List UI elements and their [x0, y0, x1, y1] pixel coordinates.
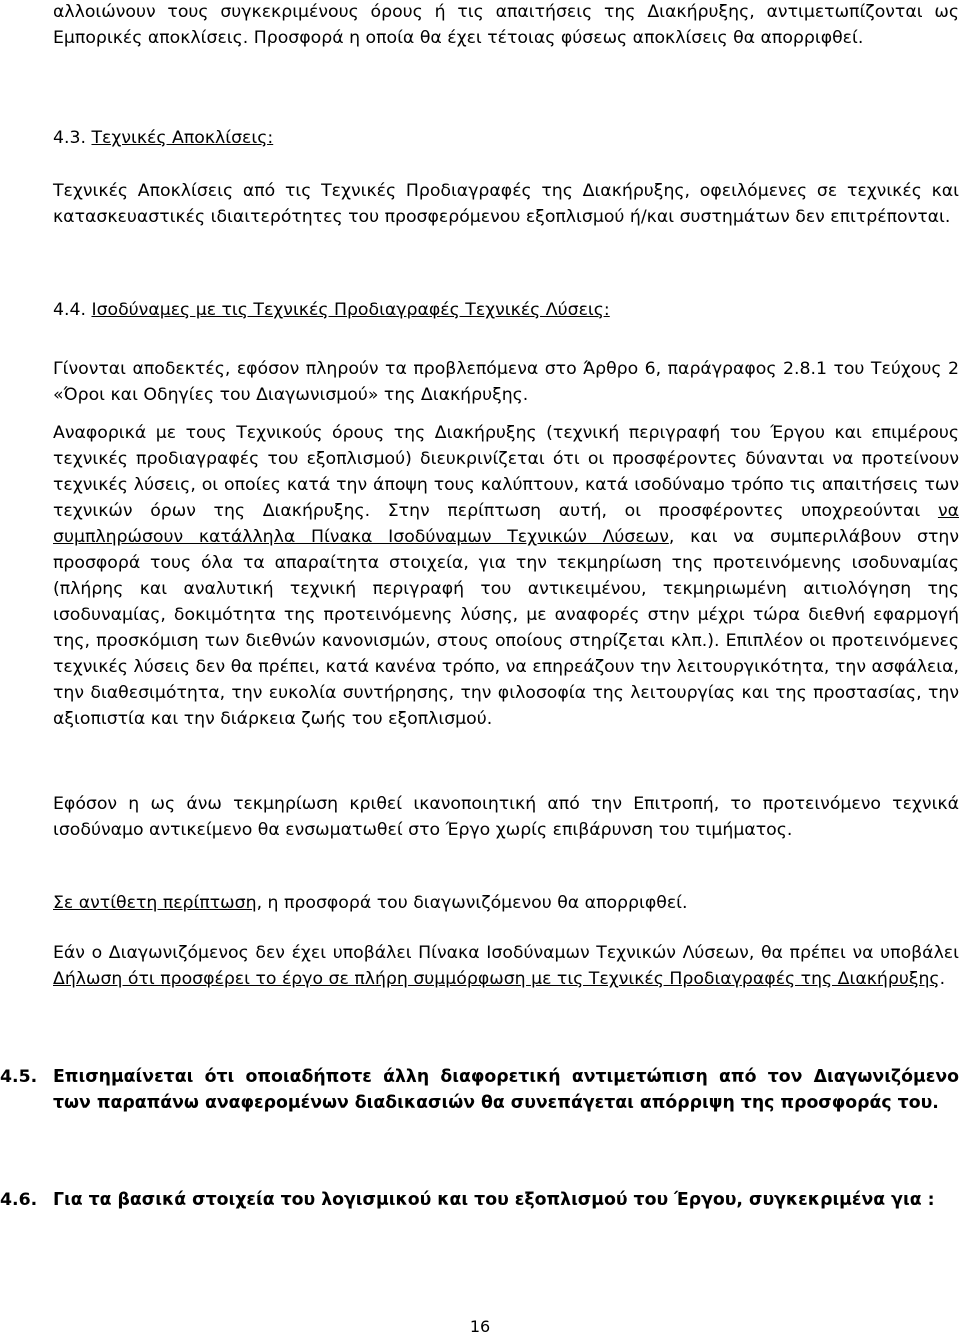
p2-text-b: , και να συμπεριλάβουν στην προσφορά τους όλα τα απαραίτητα στοιχεία, για την τεκμηρίωση της προτεινόμενης ισοδυναμίας (πλήρης και αναλυτική τεχνική περιγραφή του αντικειμένου, τεκμηριωμένη αιτιολόγηση της ισοδυναμίας, δοκιμότητα της προτεινόμενης λύσης, με αναφορές στην μέχρι τώρα διεθνή εφαρμογή της, προσκόμιση των διεθνών κανονισμών, στους οποίους στηρίζεται κλπ.). Επιπλέον οι προτεινόμενες τεχνικές λύσεις δεν θα πρέπει, κατά κανένα τρόπο, να επηρεάζουν την λειτουργικότητα, την ασφάλεια, την διαθεσιμότητα, την ευκολία συντήρησης, την φιλοσοφία της λειτουργίας και της προστασίας, την αξιοπιστία και την διάρκεια ζωής του εξοπλισμού.: [53, 527, 960, 729]
section-4-4-paragraph-3: Εφόσον η ως άνω τεκμηρίωση κριθεί ικανοποιητική από την Επιτροπή, το προτεινόμενο τεχνικά ισοδύναμο αντικείμενο θα ενσωματωθεί στο Έργο χωρίς επιβάρυνση του τιμήματος.: [53, 794, 959, 840]
section-4-4-number: 4.4.: [53, 300, 92, 320]
p5-underlined: Δήλωση ότι προσφέρει το έργο σε πλήρη συμμόρφωση με τις Τεχνικές Προδιαγραφές της Διακήρυξης: [53, 969, 940, 989]
section-4-5-number: 4.5.: [0, 1067, 38, 1087]
p4-rest: , η προσφορά του διαγωνιζόμενου θα απορριφθεί.: [256, 893, 688, 913]
section-4-5-text: Επισημαίνεται ότι οποιαδήποτε άλλη διαφορετική αντιμετώπιση από τον Διαγωνιζόμενο των παραπάνω αναφερομένων διαδικασιών θα συνεπάγεται απόρριψη της προσφοράς του.: [53, 1067, 959, 1113]
section-4-3-title: Τεχνικές Αποκλίσεις:: [91, 128, 274, 148]
section-4-3-heading: [53, 125, 959, 151]
section-4-5: [0, 1064, 959, 1116]
page-number: 16: [469, 1317, 491, 1336]
p5-end: .: [939, 969, 946, 989]
p2-text-a: Αναφορικά με τους Τεχνικούς όρους της Διακήρυξης (τεχνική περιγραφή του Έργου και επιμέρους τεχνικές προδιαγραφές του εξοπλισμού) διευκρινίζεται ότι οι προσφέροντες δύνανται να προτείνουν τεχνικές λύσεις, οι οποίες κατά την άποψη τους καλύπτουν, κατά ισοδύναμο τρόπο τις απαιτήσεις των τεχνικών όρων της Διακήρυξης. Στην περίπτωση αυτή, οι προσφέροντες υποχρεούνται: [53, 423, 959, 521]
section-4-4-paragraph-4: [53, 890, 959, 916]
section-4-3-body: Τεχνικές Αποκλίσεις από τις Τεχνικές Προδιαγραφές της Διακήρυξης, οφειλόμενες σε τεχνικές και κατασκευαστικές ιδιαιτερότητες του προσφερόμενου εξοπλισμού ή/και συστημάτων δεν επιτρέπονται.: [53, 181, 959, 227]
p2-underlined: να συμπληρώσουν κατάλληλα Πίνακα Ισοδύναμων Τεχνικών Λύσεων: [53, 501, 959, 547]
section-4-6: [0, 1187, 959, 1213]
section-4-4-title: Ισοδύναμες με τις Τεχνικές Προδιαγραφές Τεχνικές Λύσεις:: [91, 300, 610, 320]
section-4-4-paragraph-2: [53, 420, 959, 732]
section-4-3-number: 4.3.: [53, 128, 92, 148]
p4-underlined: Σε αντίθετη περίπτωση: [53, 893, 257, 913]
section-4-4-paragraph-5: [53, 940, 959, 992]
section-4-4-heading: [53, 297, 959, 323]
intro-paragraph: αλλοιώνουν τους συγκεκριμένους όρους ή τις απαιτήσεις της Διακήρυξης, αντιμετωπίζονται ως Εμπορικές αποκλίσεις. Προσφορά η οποία θα έχει τέτοιας φύσεως αποκλίσεις θα απορριφθεί.: [53, 2, 959, 48]
section-4-4-paragraph-1: Γίνονται αποδεκτές, εφόσον πληρούν τα προβλεπόμενα στο Άρθρο 6, παράγραφος 2.8.1 του Τεύχους 2 «Όροι και Οδηγίες του Διαγωνισμού» της Διακήρυξης.: [53, 359, 959, 405]
p5-text-a: Εάν ο Διαγωνιζόμενος δεν έχει υποβάλει Πίνακα Ισοδύναμων Τεχνικών Λύσεων, θα πρέπει να υποβάλει: [53, 943, 959, 963]
section-4-6-text: Για τα βασικά στοιχεία του λογισμικού και του εξοπλισμού του Έργου, συγκεκριμένα για :: [53, 1190, 935, 1210]
section-4-6-number: 4.6.: [0, 1190, 38, 1210]
